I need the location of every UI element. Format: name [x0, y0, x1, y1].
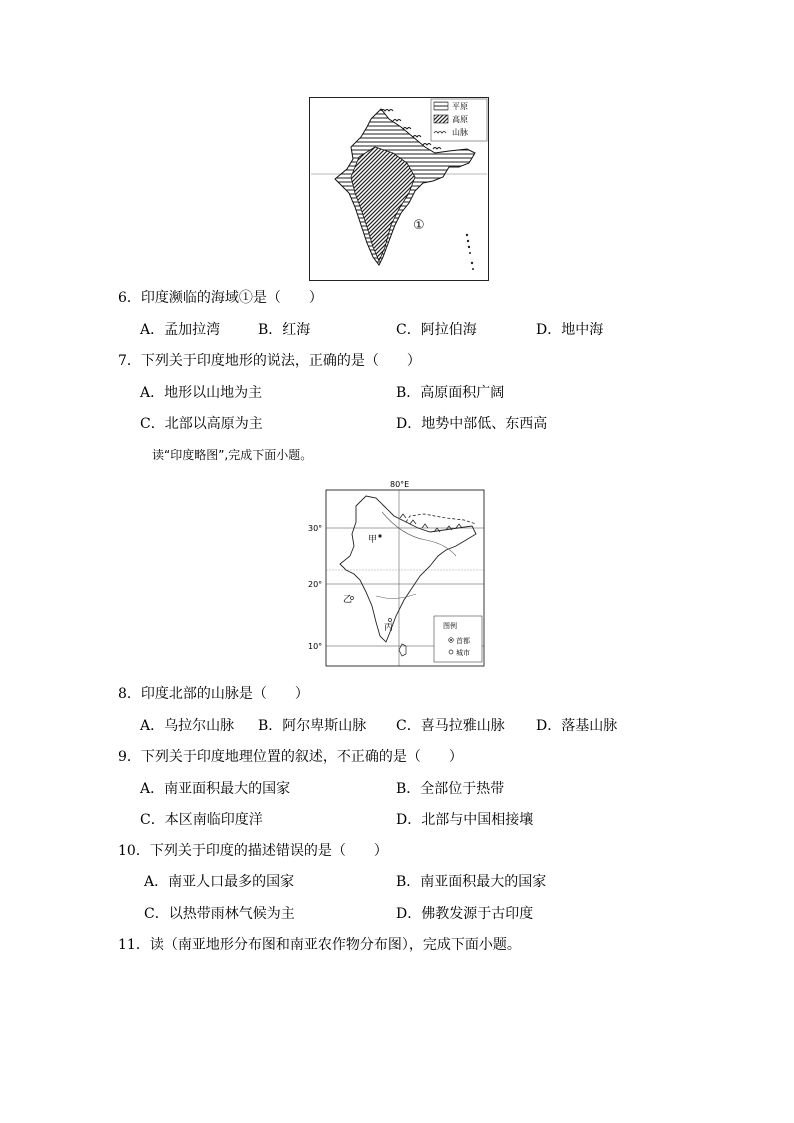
map1-legend [431, 99, 487, 141]
question-6-stem: 6．印度濒临的海域①是（ ） [118, 290, 323, 306]
question-9-option-a: A．南亚面积最大的国家 [140, 781, 291, 797]
lat-20-label: 20° [308, 580, 323, 589]
map2-legend [434, 616, 482, 662]
place-label-jia: 甲 [368, 535, 378, 545]
question-9-stem: 9．下列关于印度地理位置的叙述，不正确的是（ ） [118, 749, 463, 765]
question-9-option-b: B．全部位于热带 [396, 781, 505, 797]
capital-dot [378, 534, 381, 537]
legend-mountain-label: 山脉 [452, 128, 468, 137]
question-8-option-a: A．乌拉尔山脉 [140, 718, 235, 734]
question-11-stem: 11．读（南亚地形分布图和南亚农作物分布图），完成下面小题。 [118, 937, 521, 953]
sea-marker-1: ① [413, 218, 425, 233]
question-6-option-b: B．红海 [258, 322, 311, 338]
legend-title: 图例 [443, 622, 457, 630]
question-10-option-a: A．南亚人口最多的国家 [144, 874, 295, 890]
map2-caption: 读“印度略图”,完成下面小题。 [152, 448, 313, 462]
question-7-stem: 7．下列关于印度地形的说法，正确的是（ ） [118, 353, 421, 369]
question-6-option-a: A．孟加拉湾 [140, 322, 221, 338]
question-10-option-d: D．佛教发源于古印度 [396, 906, 534, 922]
question-7-option-d: D．地势中部低、东西高 [396, 416, 548, 432]
question-6-option-c: C．阿拉伯海 [396, 322, 477, 338]
question-7-option-c: C．北部以高原为主 [140, 416, 263, 432]
longitude-label: 80°E [390, 480, 410, 489]
lat-30-label: 30° [308, 524, 323, 533]
question-8-option-b: B．阿尔卑斯山脉 [258, 718, 367, 734]
legend-capital-label: 首都 [456, 637, 470, 645]
legend-plateau-label: 高原 [452, 115, 468, 124]
question-8-option-d: D．落基山脉 [536, 718, 618, 734]
question-7-option-b: B．高原面积广阔 [396, 385, 505, 401]
india-terrain-map [309, 97, 489, 281]
legend-city-label: 城市 [456, 649, 470, 657]
lat-10-label: 10° [308, 642, 323, 651]
question-10-option-c: C．以热带雨林气候为主 [144, 906, 295, 922]
question-8-option-c: C．喜马拉雅山脉 [396, 718, 505, 734]
question-10-stem: 10．下列关于印度的描述错误的是（ ） [118, 843, 388, 859]
india-sketch-map [306, 476, 490, 668]
question-9-option-d: D．北部与中国相接壤 [396, 812, 534, 828]
legend-plain-label: 平原 [452, 102, 468, 111]
place-label-bing: 丙 [384, 623, 394, 633]
question-6-option-d: D．地中海 [536, 322, 604, 338]
question-10-option-b: B．南亚面积最大的国家 [396, 874, 547, 890]
question-9-option-c: C．本区南临印度洋 [140, 812, 263, 828]
question-7-option-a: A．地形以山地为主 [140, 385, 263, 401]
question-8-stem: 8．印度北部的山脉是（ ） [118, 686, 309, 702]
place-label-yi: 乙 [343, 595, 353, 605]
